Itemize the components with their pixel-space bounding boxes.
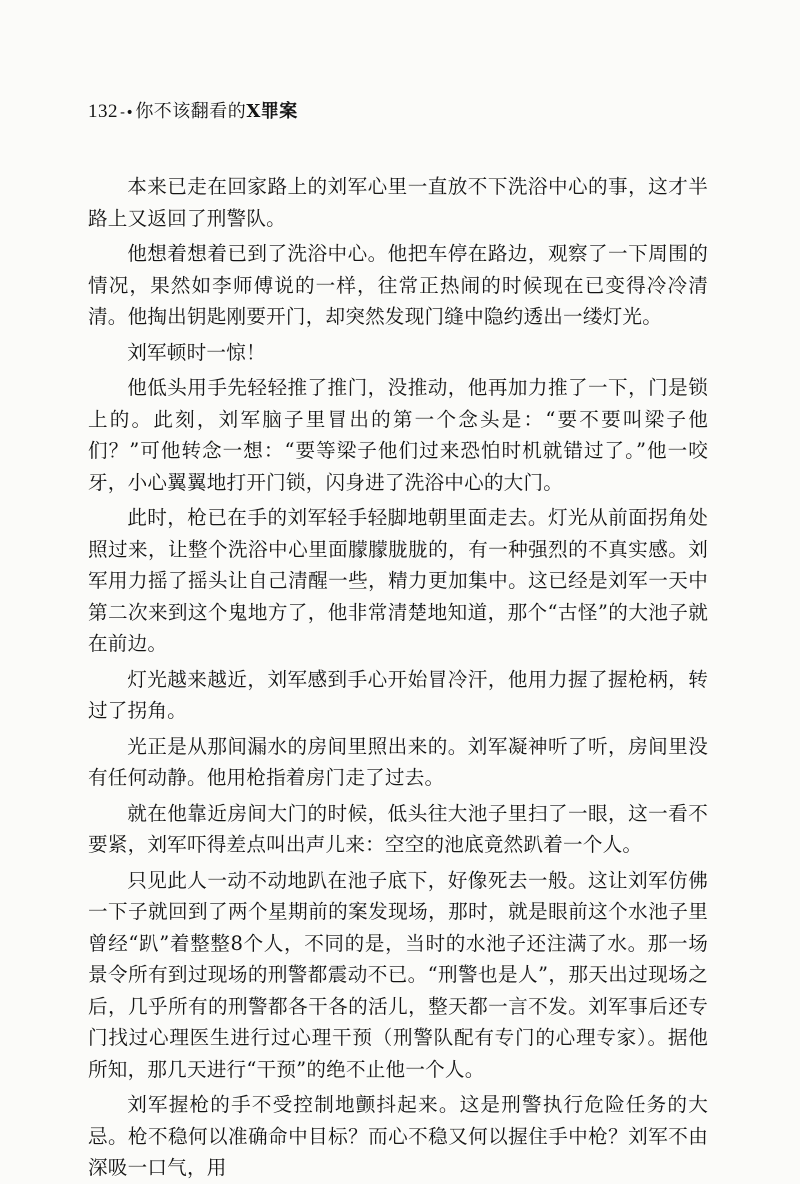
paragraph: 只见此人一动不动地趴在池子底下，好像死去一般。这让刘军仿佛一下子就回到了两个星期前的案发现场，那时，就是眼前这个水池子里曾经“趴”着整整8个人，不同的是，当时的水池子还注满了水。那一场景令所有到过现场的刑警都震动不已。“刑警也是人”，那天出过现场之后，几乎所有的刑警都各干各的活儿，整天都一言不发。刘军事后还专门找过心理医生进行过心理干预（刑警队配有专门的心理专家）。据他所知，那几天进行“干预”的绝不止他一个人。 (88, 868, 708, 1081)
paragraph: 就在他靠近房间大门的时候，低头往大池子里扫了一眼，这一看不要紧，刘军吓得差点叫出声儿来：空空的池底竟然趴着一个人。 (88, 801, 708, 856)
paragraph: 刘军握枪的手不受控制地颤抖起来。这是刑警执行危险任务的大忌。枪不稳何以准确命中目标？而心不稳又何以握住手中枪？刘军不由深吸一口气，用 (88, 1093, 708, 1179)
book-title-prefix: 你不该翻看的 (135, 101, 247, 122)
paragraph: 刘军顿时一惊！ (127, 340, 266, 364)
header-bullet: -• (120, 105, 135, 121)
paragraph: 灯光越来越近，刘军感到手心开始冒冷汗，他用力握了握枪柄，转过了拐角。 (88, 667, 708, 722)
paragraph: 此时，枪已在手的刘军轻手轻脚地朝里面走去。灯光从前面拐角处照过来，让整个洗浴中心里面朦朦胧胧的，有一种强烈的不真实感。刘军用力摇了摇头让自己清醒一些，精力更加集中。这已经是刘军一天中第二次来到这个鬼地方了，他非常清楚地知道，那个“古怪”的大池子就在前边。 (88, 506, 708, 655)
page-number: 132 (88, 101, 118, 122)
body-text (88, 171, 708, 1184)
paragraph: 他低头用手先轻轻推了推门，没推动，他再加力推了一下，门是锁上的。此刻，刘军脑子里冒出的第一个念头是：“要不要叫梁子他们？”可他转念一想：“要等梁子他们过来恐怕时机就错过了。”他一咬牙，小心翼翼地打开门锁，闪身进了洗浴中心的大门。 (88, 376, 708, 494)
book-title-suffix: 罪案 (260, 101, 298, 122)
paragraph: 本来已走在回家路上的刘军心里一直放不下洗浴中心的事，这才半路上又返回了刑警队。 (88, 175, 708, 230)
paragraph: 光正是从那间漏水的房间里照出来的。刘军凝神听了听，房间里没有任何动静。他用枪指着房门走了过去。 (88, 734, 708, 789)
paragraph: 他想着想着已到了洗浴中心。他把车停在路边，观察了一下周围的情况，果然如李师傅说的一样，往常正热闹的时候现在已变得冷冷清清。他掏出钥匙刚要开门，却突然发现门缝中隐约透出一缕灯光。 (88, 242, 708, 328)
book-title-x: X (246, 101, 261, 122)
running-header (88, 99, 298, 126)
